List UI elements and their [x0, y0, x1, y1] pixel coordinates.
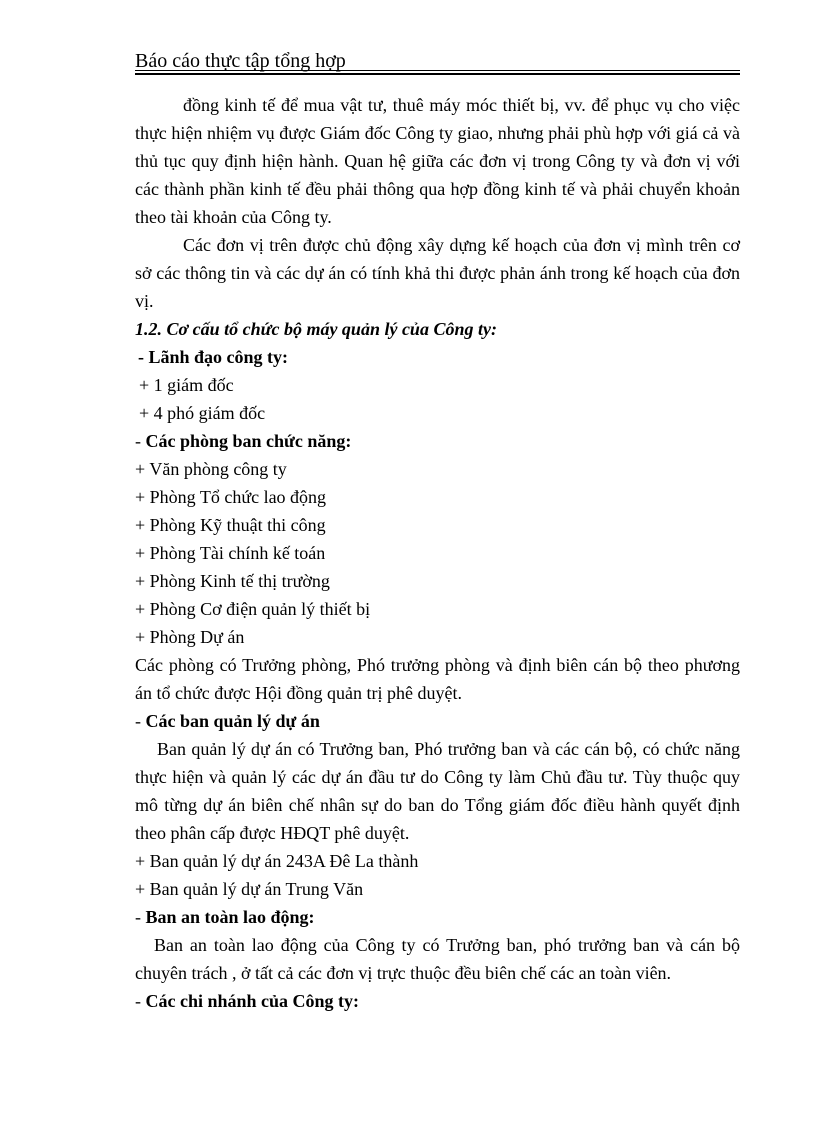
departments-heading-text: Các phòng ban chức năng:	[145, 431, 352, 451]
header-title: Báo cáo thực tập tổng hợp	[135, 50, 346, 72]
branches-heading	[135, 987, 740, 1015]
project-board-item: + Ban quản lý dự án Trung Văn	[135, 879, 364, 899]
page-header	[135, 50, 740, 76]
project-boards-heading	[135, 707, 740, 735]
header-rule	[135, 70, 740, 71]
leadership-item: + 4 phó giám đốc	[139, 403, 266, 423]
department-item: + Phòng Dự án	[135, 627, 245, 647]
project-boards-heading-text: Các ban quản lý dự án	[145, 711, 320, 731]
safety-board-heading	[135, 903, 740, 931]
project-boards-description: Ban quản lý dự án có Trưởng ban, Phó trưởng ban và các cán bộ, có chức năng thực hiện và quản lý các dự án đầu tư do Công ty làm Chủ đầu tư. Tùy thuộc quy mô từng dự án biên chế nhân sự do ban do Tổng giám đốc điều hành quyết định theo phân cấp được HĐQT phê duyệt.	[135, 739, 740, 843]
department-item: + Phòng Cơ điện quản lý thiết bị	[135, 599, 371, 619]
departments-note: Các phòng có Trưởng phòng, Phó trưởng phòng và định biên cán bộ theo phương án tổ chức được Hội đồng quản trị phê duyệt.	[135, 655, 740, 703]
department-item: + Phòng Kinh tế thị trường	[135, 571, 330, 591]
department-item: + Phòng Tài chính kế toán	[135, 543, 326, 563]
paragraph-unit-planning: Các đơn vị trên được chủ động xây dựng kế hoạch của đơn vị mình trên cơ sở các thông tin và các dự án có tính khả thi được phản ánh trong kế hoạch của đơn vị.	[135, 235, 740, 311]
branches-heading-text: Các chi nhánh của Công ty:	[145, 991, 360, 1011]
leadership-item: + 1 giám đốc	[139, 375, 234, 395]
department-item: + Văn phòng công ty	[135, 459, 287, 479]
project-boards-heading-dash: -	[135, 711, 146, 731]
header-rule-double	[135, 73, 740, 75]
departments-heading	[135, 427, 740, 455]
safety-board-description: Ban an toàn lao động của Công ty có Trưởng ban, phó trưởng ban và cán bộ chuyên trách , ở tất cả các đơn vị trực thuộc đều biên chế các an toàn viên.	[135, 935, 740, 983]
departments-heading-dash: -	[135, 431, 146, 451]
department-item: + Phòng Kỹ thuật thi công	[135, 515, 326, 535]
section-heading: 1.2. Cơ cấu tổ chức bộ máy quản lý của Công ty:	[135, 319, 497, 339]
project-board-item: + Ban quản lý dự án 243A Đê La thành	[135, 851, 419, 871]
safety-board-heading-text: Ban an toàn lao động:	[145, 907, 315, 927]
department-item: + Phòng Tổ chức lao động	[135, 487, 327, 507]
branches-heading-dash: -	[135, 991, 146, 1011]
leadership-heading: - Lãnh đạo công ty:	[138, 347, 289, 367]
safety-board-heading-dash: -	[135, 907, 146, 927]
paragraph-contract-terms: đồng kinh tế để mua vật tư, thuê máy móc thiết bị, vv. để phục vụ cho việc thực hiện nhiệm vụ được Giám đốc Công ty giao, nhưng phải phù hợp với giá cả và thủ tục quy định hiện hành. Quan hệ giữa các đơn vị trong Công ty và đơn vị với các thành phần kinh tế đều phải thông qua hợp đồng kinh tế và phải chuyển khoản theo tài khoản của Công ty.	[135, 95, 740, 227]
document-body	[135, 91, 740, 1015]
